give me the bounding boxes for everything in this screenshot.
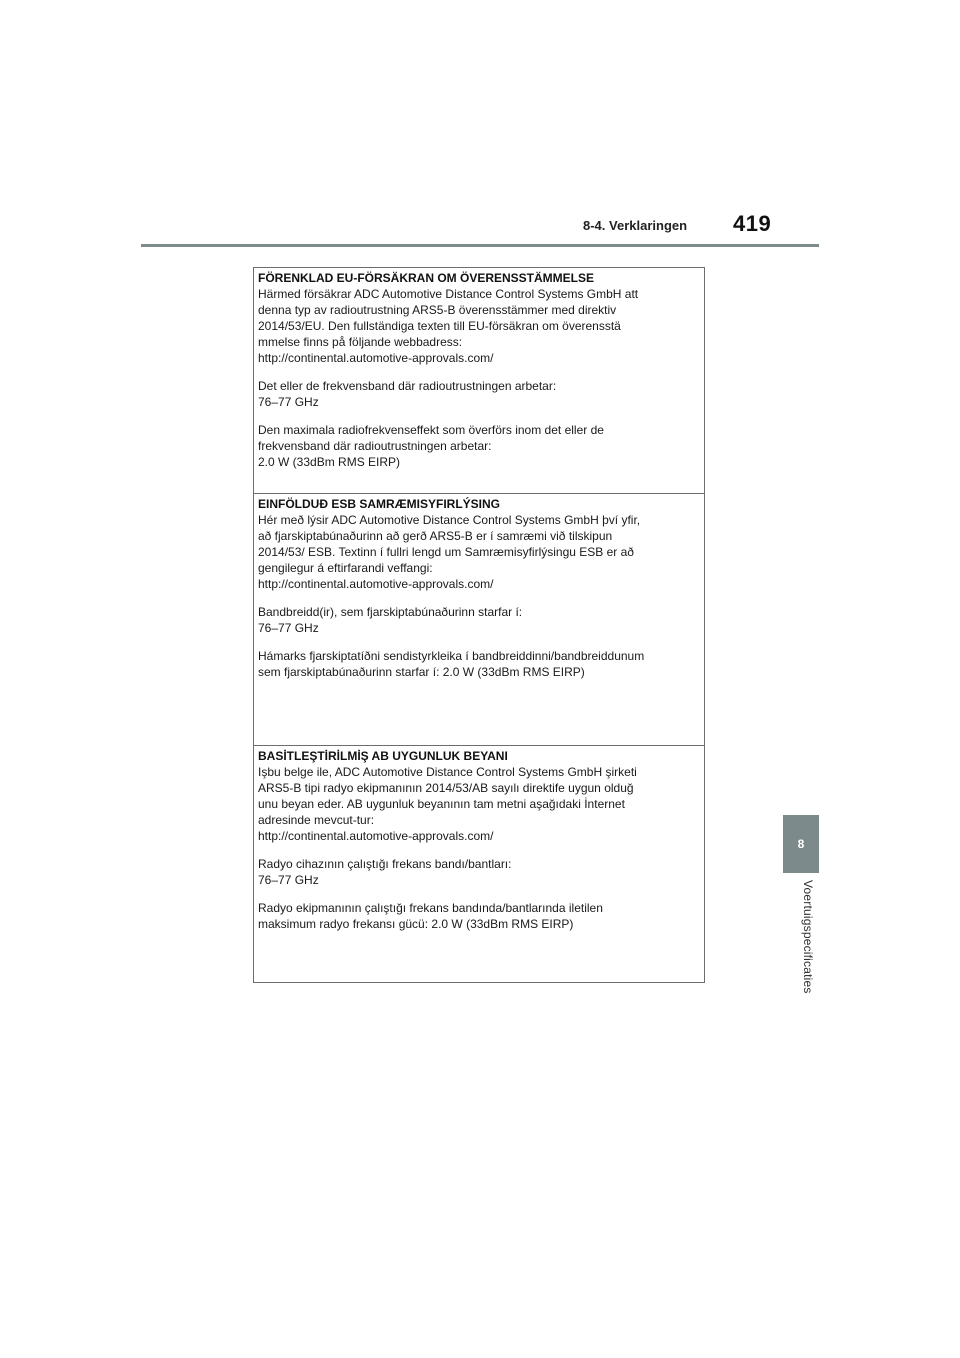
text-line: að fjarskiptabúnaðurinn að gerð ARS5-B er í samræmi við tilskipun bbox=[258, 529, 613, 543]
text-line: ARS5-B tipi radyo ekipmanının 2014/53/AB sayılı direktife uygun olduğ bbox=[258, 781, 634, 795]
declaration-box bbox=[253, 267, 705, 983]
chapter-title: Voertuigspecificaties bbox=[801, 880, 815, 994]
box-bottom-rule bbox=[253, 982, 705, 983]
text-line: Härmed försäkrar ADC Automotive Distance Control Systems GmbH att bbox=[258, 287, 639, 301]
declaration-swedish bbox=[254, 268, 704, 494]
text-line: 2014/53/EU. Den fullständiga texten till EU-försäkran om överensstä bbox=[258, 319, 621, 333]
header-rule bbox=[141, 244, 819, 247]
text-line: denna typ av radioutrustning ARS5-B överensstämmer med direktiv bbox=[258, 303, 617, 317]
text-line: Radyo ekipmanının çalıştığı frekans bandında/bantlarında iletilen bbox=[258, 901, 603, 915]
url-text: http://continental.automotive-approvals.com/ bbox=[258, 351, 494, 365]
text-line: maksimum radyo frekansı gücü: 2.0 W (33dBm RMS EIRP) bbox=[258, 917, 574, 931]
text-line: Hér með lýsir ADC Automotive Distance Control Systems GmbH því yfir, bbox=[258, 513, 641, 527]
text-line: adresinde mevcut-tur: bbox=[258, 813, 375, 827]
text-line: gengilegur á eftirfarandi veffangi: bbox=[258, 561, 433, 575]
url-text: http://continental.automotive-approvals.com/ bbox=[258, 829, 494, 843]
text-line: Radyo cihazının çalıştığı frekans bandı/bantları: bbox=[258, 857, 512, 871]
text-line: Bandbreidd(ir), sem fjarskiptabúnaðurinn starfar í: bbox=[258, 605, 523, 619]
page-number: 419 bbox=[733, 211, 772, 236]
frequency-value: 76–77 GHz bbox=[258, 395, 319, 409]
chapter-number: 8 bbox=[797, 837, 805, 851]
text-line: Det eller de frekvensband där radioutrustningen arbetar: bbox=[258, 379, 557, 393]
declaration-icelandic bbox=[254, 494, 704, 746]
section-title: FÖRENKLAD EU-FÖRSÄKRAN OM ÖVERENSSTÄMMELSE bbox=[258, 271, 595, 285]
declaration-turkish bbox=[254, 746, 704, 984]
frequency-value: 76–77 GHz bbox=[258, 621, 319, 635]
text-line: sem fjarskiptabúnaðurinn starfar í: 2.0 W (33dBm RMS EIRP) bbox=[258, 665, 585, 679]
text-line: Işbu belge ile, ADC Automotive Distance Control Systems GmbH şirketi bbox=[258, 765, 637, 779]
power-value: 2.0 W (33dBm RMS EIRP) bbox=[258, 455, 401, 469]
url-text: http://continental.automotive-approvals.com/ bbox=[258, 577, 494, 591]
text-line: Hámarks fjarskiptatíðni sendistyrkleika í bandbreiddinni/bandbreiddunum bbox=[258, 649, 645, 663]
chapter-tab bbox=[783, 815, 819, 873]
section-heading: 8-4. Verklaringen bbox=[583, 218, 688, 233]
text-line: unu beyan eder. AB uygunluk beyanının tam metni aşağıdaki İnternet bbox=[258, 797, 625, 811]
section-title: BASİTLEŞTİRİLMİŞ AB UYGUNLUK BEYANI bbox=[258, 749, 508, 763]
text-line: Den maximala radiofrekvenseffekt som överförs inom det eller de bbox=[258, 423, 604, 437]
text-line: frekvensband där radioutrustningen arbetar: bbox=[258, 439, 492, 453]
text-line: 2014/53/ ESB. Textinn í fullri lengd um Samræmisyfirlýsingu ESB er að bbox=[258, 545, 634, 559]
text-line: mmelse finns på följande webbadress: bbox=[258, 335, 463, 349]
frequency-value: 76–77 GHz bbox=[258, 873, 319, 887]
section-title: EINFÖLDUÐ ESB SAMRÆMISYFIRLÝSING bbox=[258, 497, 501, 511]
